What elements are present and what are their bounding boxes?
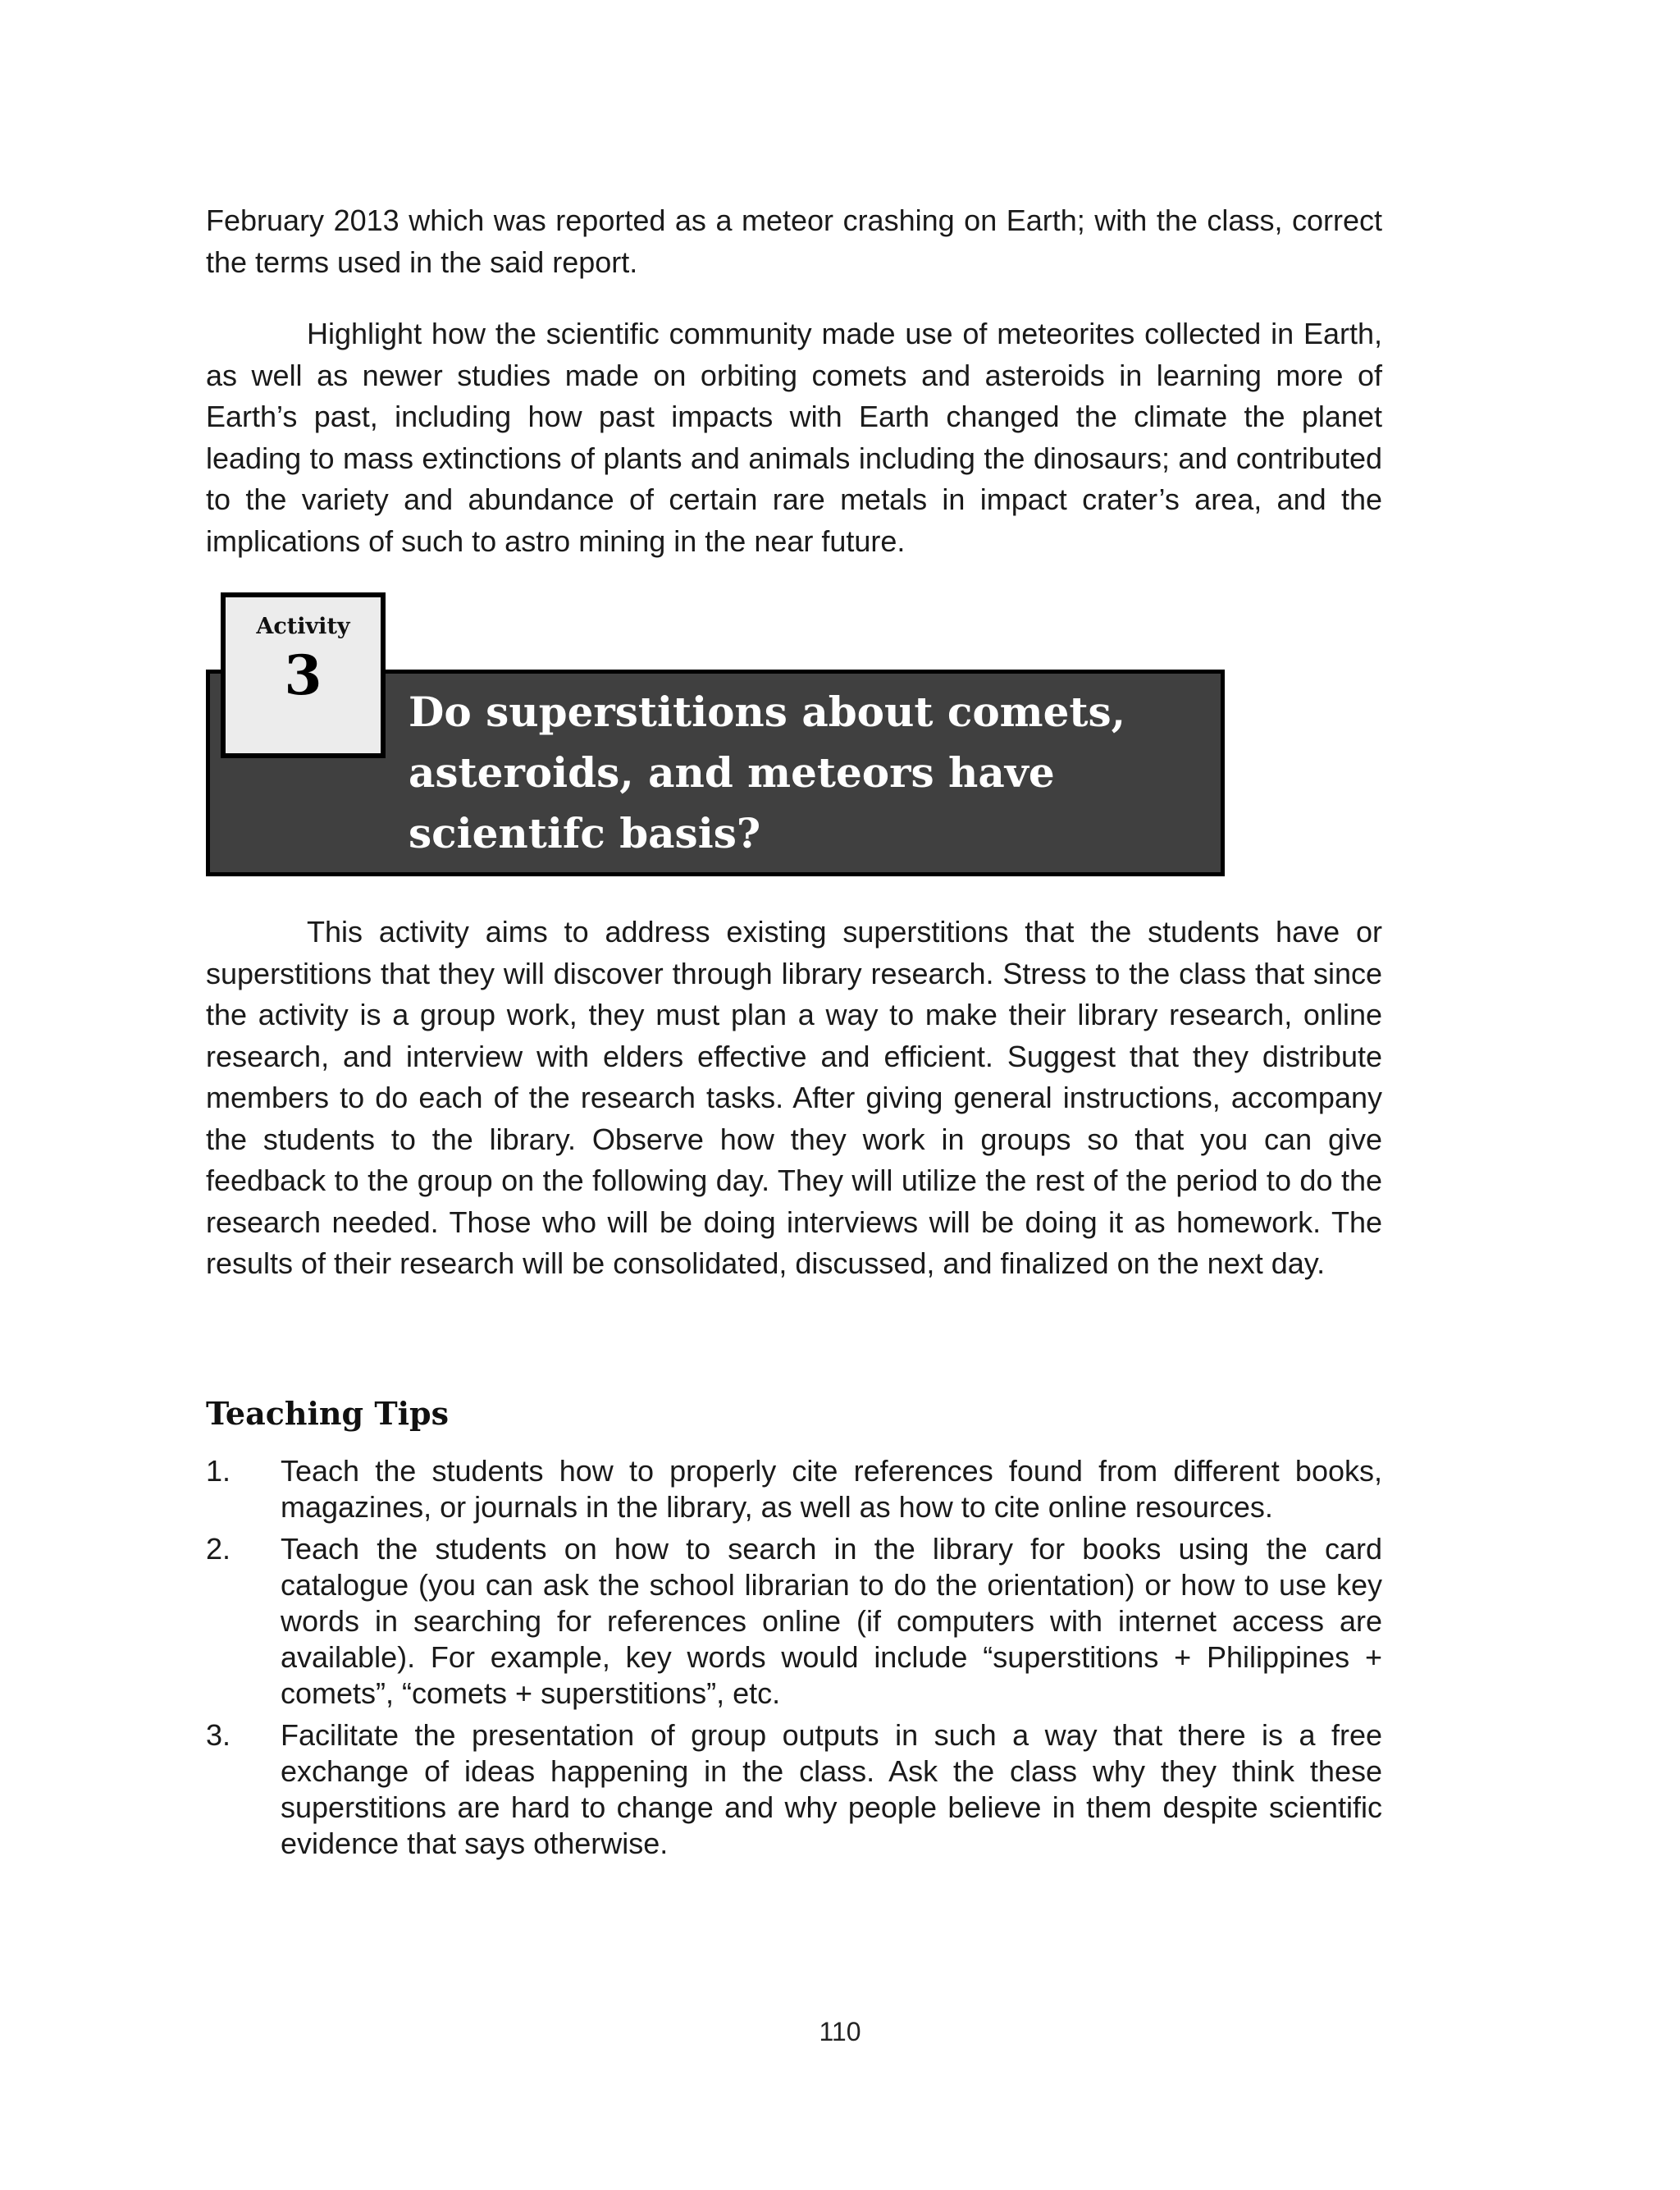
highlight-paragraph: Highlight how the scientific community made use of meteorites collected in Earth, as well as newer studies made on orbiting comets and asteroids in learning more of Earth’s past, including how past impacts with Earth changed the climate the planet leading to mass extinctions of plants and animals including the dinosaurs; and contributed to the variety and abundance of certain rare metals in impact crater’s area, and the implications of such to astro mining in the near future. (206, 317, 1382, 558)
list-item (206, 1531, 1382, 1712)
list-item-text: Teach the students on how to search in the library for books using the card catalogue (you can ask the school librarian to do the orientation) or how to use key words in searching for references online (if computers with internet access are available). For example, key words would include “superstitions + Philippines + comets”, “comets + superstitions”, etc. (281, 1532, 1382, 1710)
list-item-text: Facilitate the presentation of group outputs in such a way that there is a free exchange of ideas happening in the class. Ask the class why they think these superstitions are hard to change and why people believe in them despite scientific evidence that says otherwise. (281, 1718, 1382, 1860)
activity-number: 3 (284, 643, 322, 707)
list-item (206, 1717, 1382, 1862)
teaching-tips-list (206, 1453, 1382, 1868)
teaching-tips-heading: Teaching Tips (206, 1395, 450, 1432)
list-item-number: 2. (206, 1532, 231, 1566)
list-item-number: 3. (206, 1718, 231, 1752)
activity-title: Do superstitions about comets, asteroids, and meteors have scientifc basis? (409, 688, 1126, 857)
activity-label: Activity (256, 614, 350, 639)
list-item-text: Teach the students how to properly cite references found from different books, magazines, or journals in the library, as well as how to cite online resources. (281, 1454, 1382, 1524)
intro-continuation-paragraph: February 2013 which was reported as a meteor crashing on Earth; with the class, correct the terms used in the said report. (206, 203, 1382, 279)
list-item (206, 1453, 1382, 1525)
page-number: 110 (819, 2017, 861, 2046)
list-item-number: 1. (206, 1454, 231, 1488)
activity-number-box (221, 592, 386, 758)
activity-description-paragraph: This activity aims to address existing superstitions that the students have or superstitions that they will discover through library research. Stress to the class that since the activity is a group work, they must plan a way to make their library research, online research, and interview with elders effective and efficient. Suggest that they distribute members to do each of the research tasks. After giving general instructions, accompany the students to the library. Observe how they work in groups so that you can give feedback to the group on the following day. They will utilize the rest of the period to do the research needed. Those who will be doing interviews will be doing it as homework. The results of their research will be consolidated, discussed, and finalized on the next day. (206, 915, 1382, 1280)
